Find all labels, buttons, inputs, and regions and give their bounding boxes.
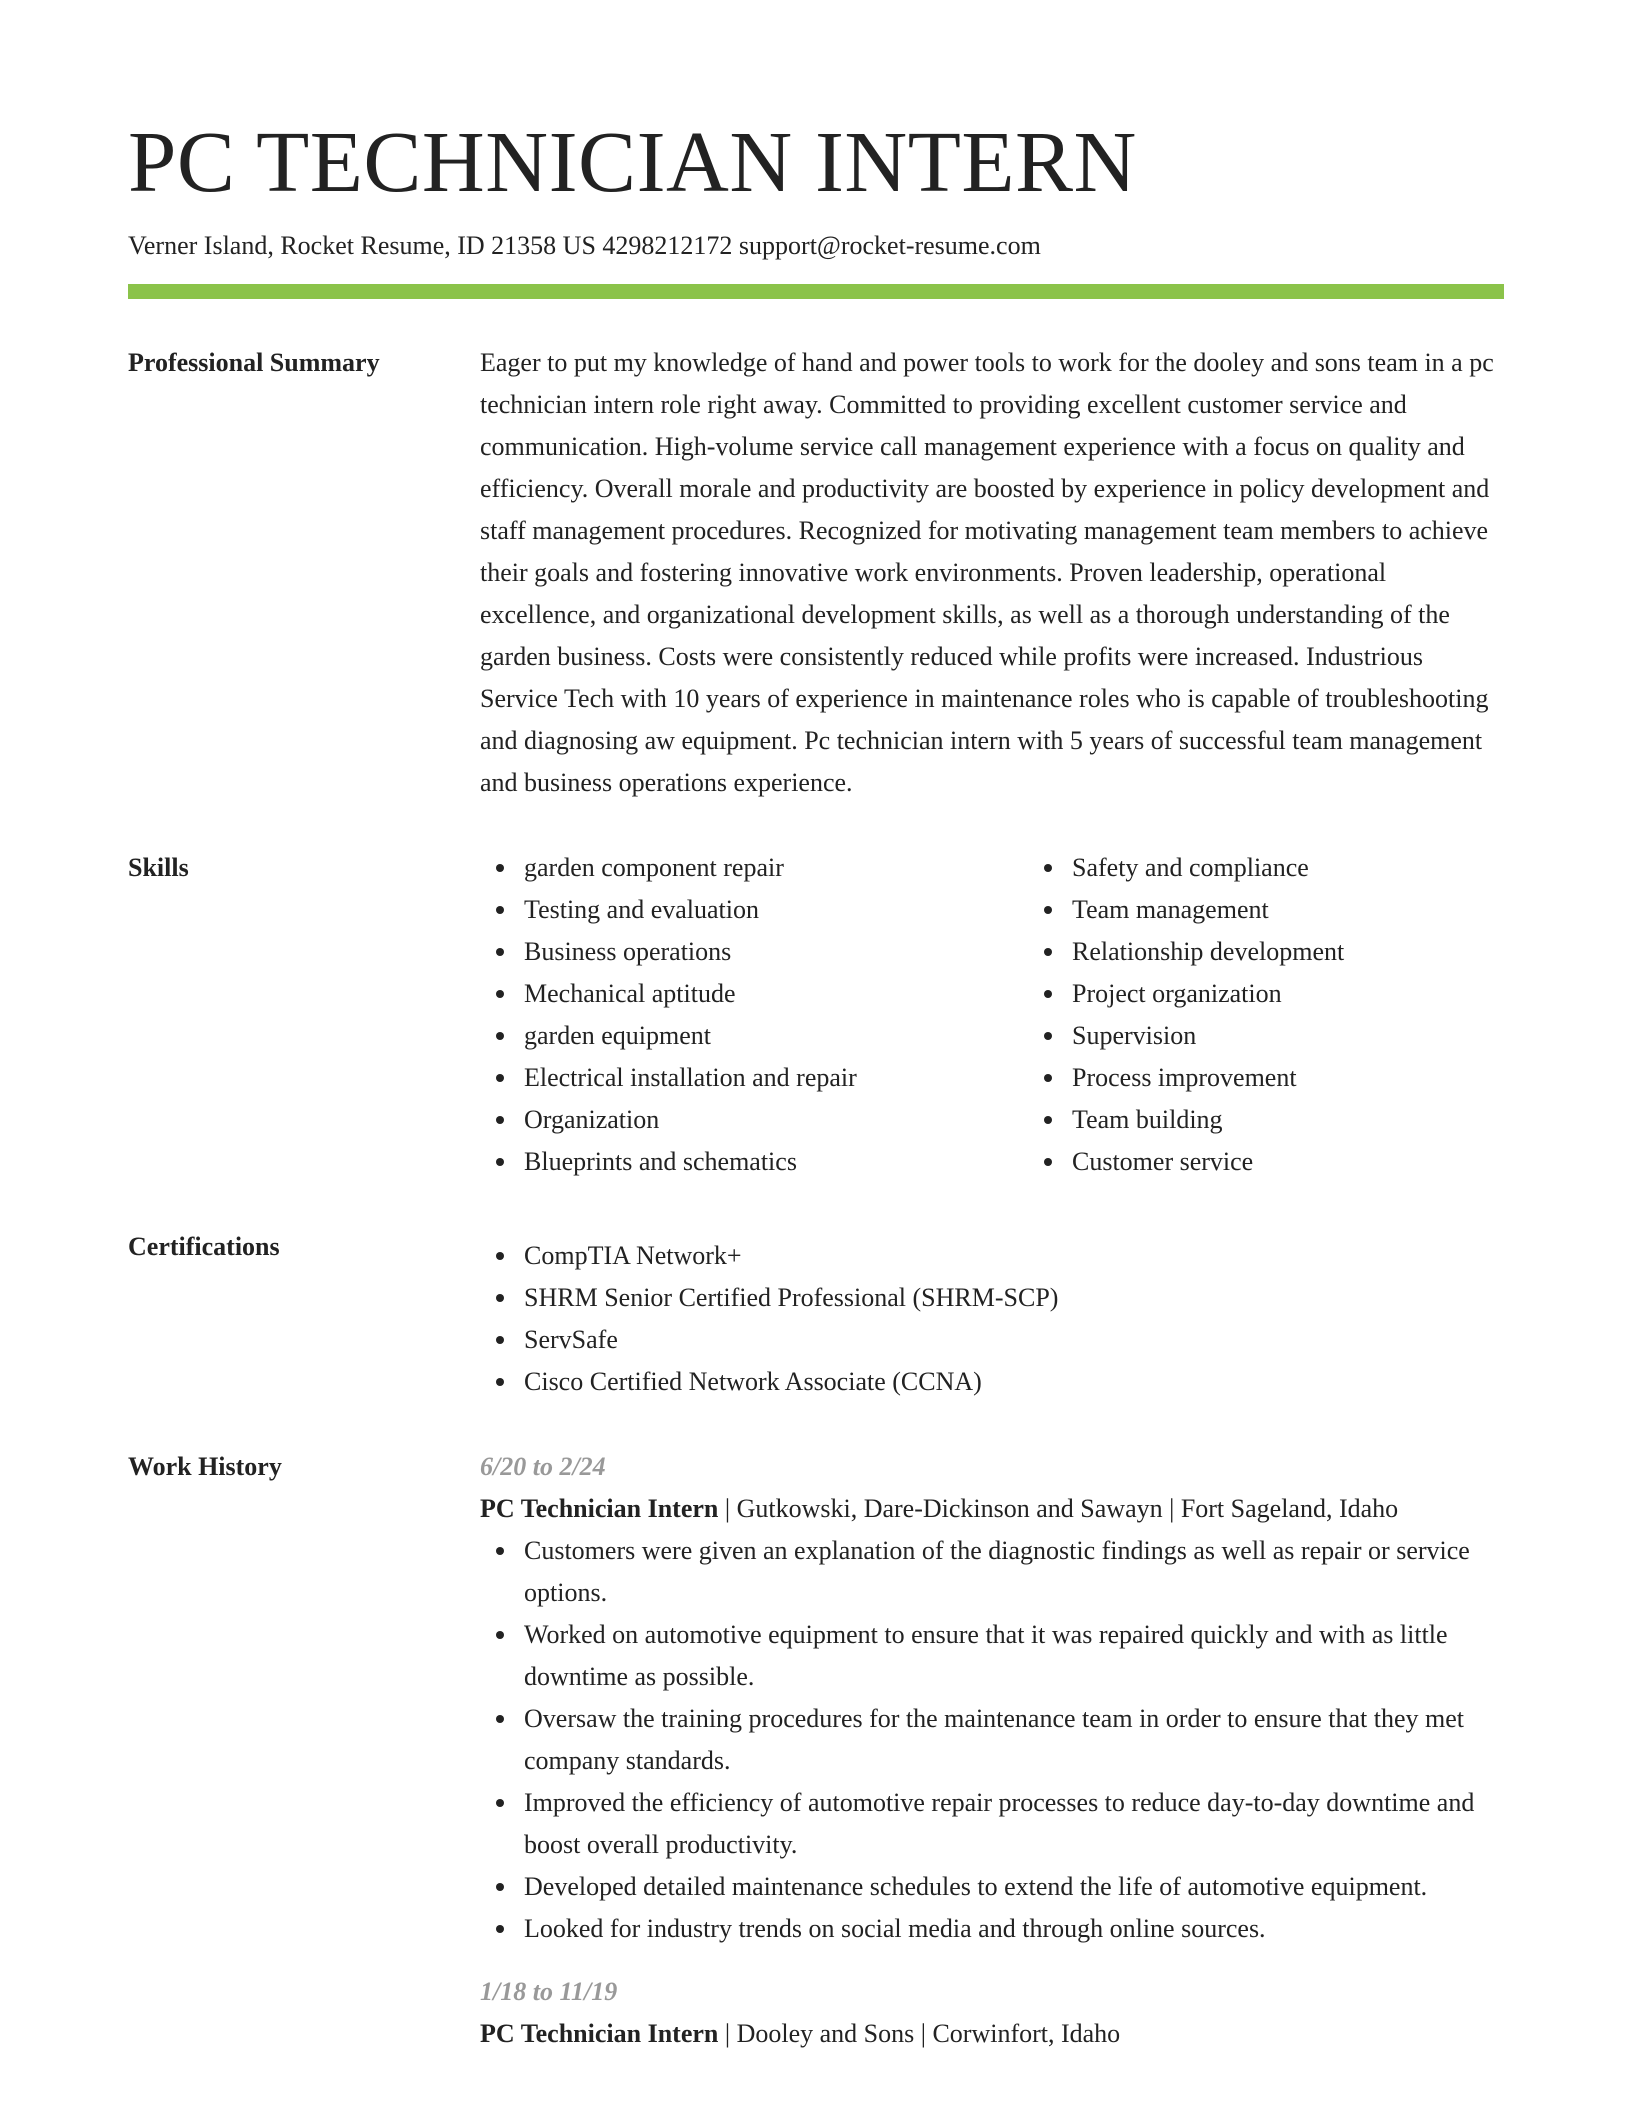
- job-bullet: Customers were given an explanation of the diagnostic findings as well as repair or service options.: [524, 1530, 1504, 1614]
- summary-body: [480, 347, 1504, 804]
- section-label-skills: Skills: [128, 852, 189, 882]
- skill-item: Business operations: [524, 931, 1028, 973]
- job-bullet: Improved the efficiency of automotive repair processes to reduce day-to-day downtime and boost overall productivity.: [524, 1782, 1504, 1866]
- certifications-body: [480, 1235, 1504, 1403]
- job-bullet: Looked for industry trends on social media and through online sources.: [524, 1908, 1504, 1950]
- work-history-body: [480, 1451, 1504, 2055]
- accent-divider: [128, 284, 1504, 299]
- certifications-list: [480, 1235, 1504, 1403]
- skill-item: Organization: [524, 1099, 1028, 1141]
- job-dates: 6/20 to 2/24: [480, 1451, 606, 1481]
- job-bullets: [480, 1530, 1504, 1950]
- skill-item: Team management: [1072, 889, 1576, 931]
- certifications-section: [128, 1231, 1504, 1403]
- job-entry: [480, 1971, 1504, 2055]
- skill-item: Relationship development: [1072, 931, 1576, 973]
- skill-item: Electrical installation and repair: [524, 1057, 1028, 1099]
- skill-item: garden equipment: [524, 1015, 1028, 1057]
- skills-list-right: [1028, 847, 1576, 1183]
- section-label-certifications: Certifications: [128, 1231, 280, 1261]
- contact-line: Verner Island, Rocket Resume, ID 21358 US 4298212172 support@rocket-resume.com: [128, 230, 1041, 260]
- job-heading: [480, 1488, 1504, 1530]
- skill-item: Mechanical aptitude: [524, 973, 1028, 1015]
- job-heading: [480, 2013, 1504, 2055]
- section-label-summary: Professional Summary: [128, 347, 380, 377]
- skills-columns: [480, 847, 1576, 1183]
- job-details: | Dooley and Sons | Corwinfort, Idaho: [718, 2018, 1121, 2048]
- skill-item: Team building: [1072, 1099, 1576, 1141]
- skills-body: [480, 852, 1576, 1183]
- skill-item: Supervision: [1072, 1015, 1576, 1057]
- summary-text: Eager to put my knowledge of hand and power tools to work for the dooley and sons team in a pc technician intern role right away. Committed to providing excellent customer service and communication. High-volume service call management experience with a focus on quality and efficiency. Overall morale and productivity are boosted by experience in policy development and staff management procedures. Recognized for motivating management team members to achieve their goals and fostering innovative work environments. Proven leadership, operational excellence, and organizational development skills, as well as a thorough understanding of the garden business. Costs were consistently reduced while profits were increased. Industrious Service Tech with 10 years of experience in maintenance roles who is capable of troubleshooting and diagnosing aw equipment. Pc technician intern with 5 years of successful team management and business operations experience.: [480, 347, 1494, 797]
- job-details: | Gutkowski, Dare-Dickinson and Sawayn | Fort Sageland, Idaho: [718, 1493, 1399, 1523]
- skill-item: garden component repair: [524, 847, 1028, 889]
- skill-item: Process improvement: [1072, 1057, 1576, 1099]
- certification-item: SHRM Senior Certified Professional (SHRM-SCP): [524, 1277, 1504, 1319]
- skill-item: Customer service: [1072, 1141, 1576, 1183]
- certification-item: Cisco Certified Network Associate (CCNA): [524, 1361, 1504, 1403]
- skill-item: Blueprints and schematics: [524, 1141, 1028, 1183]
- job-bullet: Developed detailed maintenance schedules to extend the life of automotive equipment.: [524, 1866, 1504, 1908]
- job-bullet: Worked on automotive equipment to ensure that it was repaired quickly and with as little downtime as possible.: [524, 1614, 1504, 1698]
- skill-item: Testing and evaluation: [524, 889, 1028, 931]
- skills-section: [128, 852, 1504, 1183]
- skills-list-left: [480, 847, 1028, 1183]
- job-entry: [480, 1446, 1504, 1950]
- work-history-section: [128, 1451, 1504, 2055]
- skill-item: Safety and compliance: [1072, 847, 1576, 889]
- resume-title: PC TECHNICIAN INTERN: [128, 113, 1137, 210]
- job-title: PC Technician Intern: [480, 1493, 719, 1523]
- section-label-work-history: Work History: [128, 1451, 282, 1481]
- certification-item: ServSafe: [524, 1319, 1504, 1361]
- certification-item: CompTIA Network+: [524, 1235, 1504, 1277]
- summary-section: [128, 347, 1504, 804]
- skill-item: Project organization: [1072, 973, 1576, 1015]
- job-bullet: Oversaw the training procedures for the maintenance team in order to ensure that they met company standards.: [524, 1698, 1504, 1782]
- job-title: PC Technician Intern: [480, 2018, 719, 2048]
- job-dates: 1/18 to 11/19: [480, 1976, 618, 2006]
